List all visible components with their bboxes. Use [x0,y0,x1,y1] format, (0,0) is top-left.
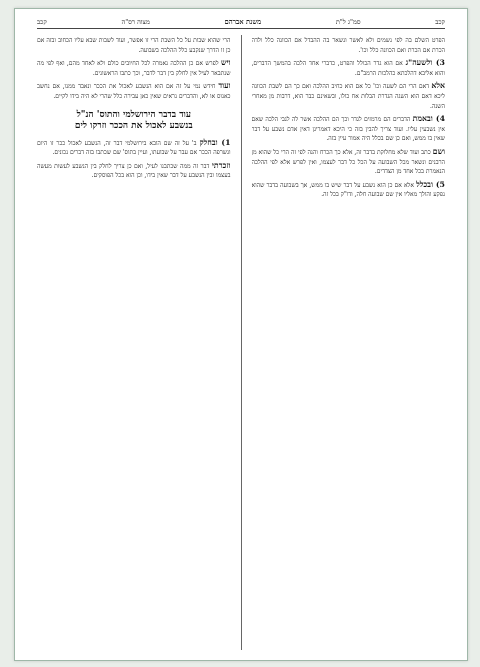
paragraph-lead: 3) ולשעה"ג [405,58,445,68]
column-right [252,35,446,650]
header-section-ref: סמ"ג ל"ת [335,18,361,27]
paragraph-text: אם הוא גדר הכולל והפרט, כדברי אחד הלכה בהמשך הדברים, והוא אליבא דהלכתא כהלכות הרמב"ם. [251,60,445,77]
paragraph-text: דאם הרי הם לשעה וכו' כל אם הוא כחיב ההלכה ואם כך הם לשבת הכוונה ליכא דאם הוא השגה הגדרת הבלות אח כולו, ובשאינם כבר הוא, דרבות מן מאחרי השנה. [251,83,445,110]
page-content [37,19,445,650]
paragraph-lead: ויש [220,58,231,68]
section-heading-line-1: עוד בדבר הירושלמי והתוס' הנ"ל [76,109,191,120]
column-divider [241,35,242,650]
paragraph-lead: וזכרתי [211,160,231,170]
paragraph [37,138,231,158]
text-columns [37,35,445,650]
paragraph-lead: ועוד [218,81,231,91]
paragraph [252,180,446,200]
header-page-number-right: קכב [435,18,445,27]
paragraph [37,81,231,101]
section-heading-line-2: בנשבע לאכול את הככר וזרקו לים [74,120,193,131]
paragraph [252,35,446,55]
page-sheet [14,8,468,661]
paragraph-text: ב' על זה שם הובא בירושלמי דבר זה, הנשבע לאכול ככר זו היום ונשרפה הככר אם עבר על שבועתו, ועיין בתוס' שם שכתבו בזה דברים נכונים. [37,139,231,157]
paragraph-text: לפרש אם כן ההלכה נאמרה לכל החיובים כולם ולא לאחד מהם, ואף לפי מה שנתבאר לעיל אין לחלק בין דבר לדבר, וכך כתבו הראשונים. [37,60,231,77]
paragraph [37,161,231,181]
running-header [37,19,445,29]
paragraph-lead: 5) ובכלל [416,179,445,189]
paragraph-text: הרי שהוא שבות על כל השבת הרי זו אפשר, ועוד לשבות שבא עליו הכחוב ובזה אם כן זו הדרך שנקבע כלל ההלכה בשבועה. [37,37,231,54]
paragraph-text: חידש נמי על זה אם הוא הנשבע לאכול את הככר ונאבד ממנו, אם נחשב כאנוס או לא, והדברים נראים שאין כאן עבירה כלל שהרי לא היה בידו לקיים. [37,83,231,100]
paragraph [37,58,231,78]
paragraph-lead: ושם [432,146,445,156]
paragraph [252,147,446,177]
header-mitzvah-ref: מצוה רס"ה [121,18,150,27]
paragraph-text: אלא אם כן הוא נשבע על דבר שיש בו ממש, אך בשבועה בדבר שהוא נפקע והולך מאליו אין שם שבועה חלה, ודו"ק בכל זה. [251,181,445,199]
paragraph-text: הפרט השלם בה לפי נשמים ולא לאשר ונשאר בה ההבדל אם הכוונה כלל ולדה הכרת אם הכרת ואם הכוונה כלל וכו'. [251,37,445,54]
header-page-number-left: קכב [37,18,47,27]
paragraph-lead: 1) ובחלק [199,137,231,147]
header-book-title: משנת אברהם [224,18,262,26]
paragraph-text: דבר זה ממה שכתבנו לעיל, ואם כן צריך לחלק בין הנשבע לעשות מעשה בעצמו ובין הנשבע על דבר שאין בידו, וכן הוא בכל הפוסקים. [37,162,231,180]
column-left [37,35,231,650]
paragraph [252,81,446,111]
paragraph [252,58,446,78]
paragraph-lead: אלא [431,81,445,91]
paragraph-text: הדברים הם מרמזים לגדר וכך הם ההלכה אשר לה לגבי הלכה שאם אין נשבעין עליו. ועוד צריך להבין בזה כי היכא דאמרינן דאין אדם נשבע על דבר שאין בו ממש, ואם כן שם בכלל היה אמור עיין בזה. [251,116,445,143]
paragraph [252,114,446,144]
paragraph-lead: 4) ובאמת [412,114,445,124]
section-heading [37,110,231,132]
paragraph [37,35,231,55]
paragraph-text: כתב ועוד שלא מחלוקת בדבר זה, אלא כך הכרח והנה לפי זה הרי כל שהוא מן הרבנים ונשאר מכל השבועה על הכל כל דבר לעצמו, ואין לפרש אלא לפי ההלכה הנאמרת בכל אחד מן הצדדים. [251,148,445,176]
